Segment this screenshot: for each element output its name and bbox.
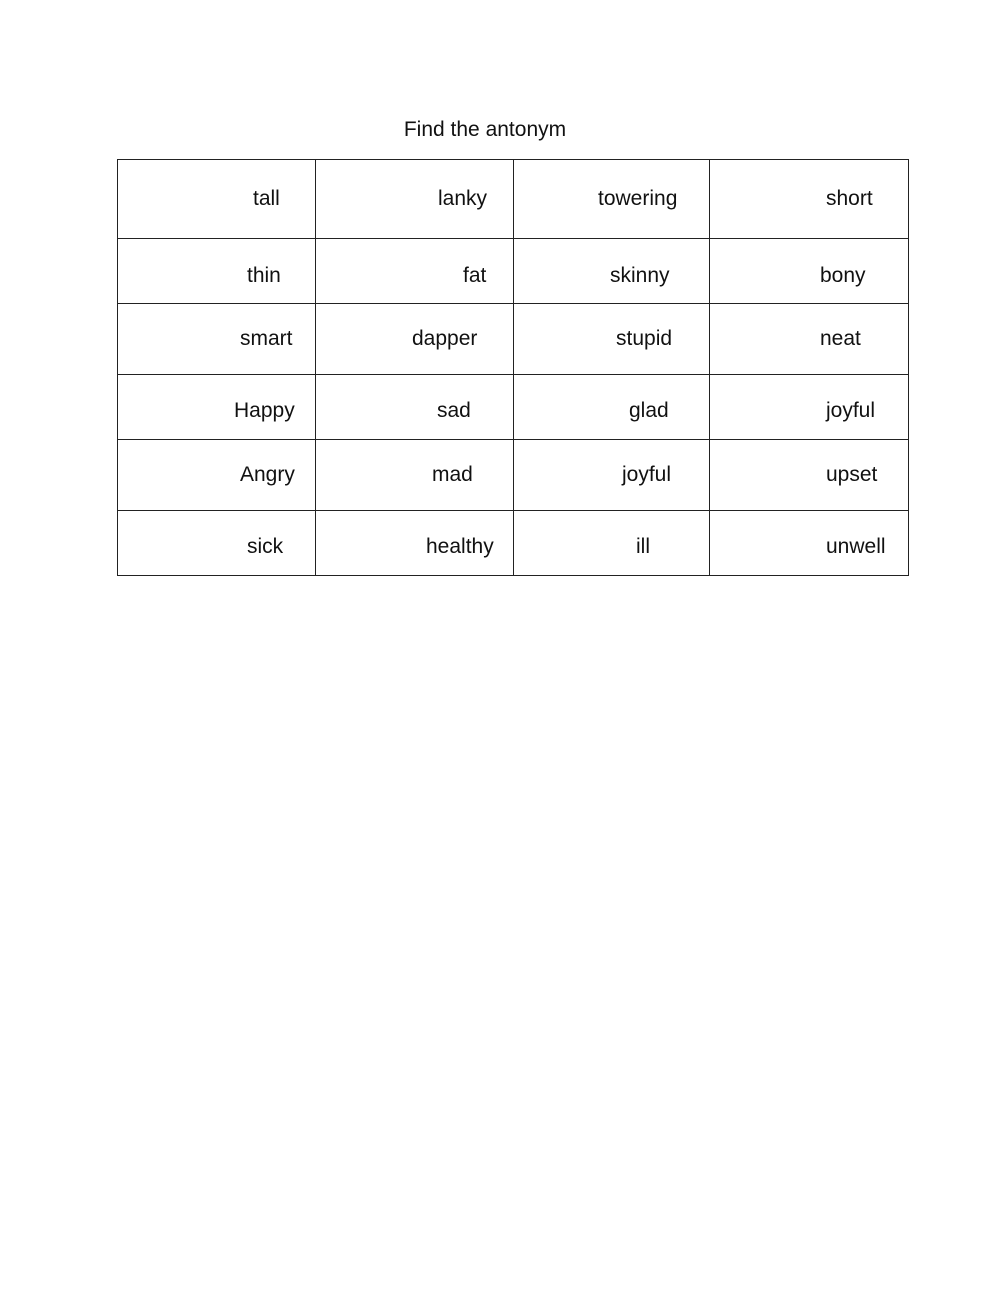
word-label: glad bbox=[629, 399, 669, 422]
word-label: Angry bbox=[240, 463, 295, 486]
word-label: short bbox=[826, 187, 873, 210]
word-cell[interactable] bbox=[316, 304, 514, 375]
word-cell[interactable] bbox=[316, 511, 514, 576]
word-label: healthy bbox=[426, 535, 494, 558]
word-label: tall bbox=[253, 187, 280, 210]
worksheet-title: Find the antonym bbox=[403, 118, 567, 141]
table-row bbox=[118, 440, 909, 511]
word-cell[interactable] bbox=[514, 304, 710, 375]
table-row bbox=[118, 511, 909, 576]
table-row bbox=[118, 160, 909, 239]
word-cell[interactable] bbox=[514, 239, 710, 304]
word-label: neat bbox=[820, 327, 861, 350]
word-cell[interactable] bbox=[514, 511, 710, 576]
word-cell[interactable] bbox=[316, 440, 514, 511]
word-label: sad bbox=[437, 399, 471, 422]
word-cell[interactable] bbox=[710, 511, 909, 576]
word-label: mad bbox=[432, 463, 473, 486]
word-cell[interactable] bbox=[710, 160, 909, 239]
word-cell[interactable] bbox=[514, 440, 710, 511]
word-label: fat bbox=[463, 264, 487, 287]
word-label: sick bbox=[247, 535, 284, 558]
word-cell[interactable] bbox=[118, 160, 316, 239]
word-label: dapper bbox=[412, 327, 478, 350]
word-cell[interactable] bbox=[514, 375, 710, 440]
word-cell[interactable] bbox=[710, 375, 909, 440]
word-cell[interactable] bbox=[316, 375, 514, 440]
word-label: unwell bbox=[826, 535, 886, 558]
word-label: towering bbox=[598, 187, 678, 210]
word-cell[interactable] bbox=[710, 239, 909, 304]
word-label: stupid bbox=[616, 327, 673, 350]
table-row bbox=[118, 375, 909, 440]
word-cell[interactable] bbox=[118, 239, 316, 304]
word-cell[interactable] bbox=[118, 375, 316, 440]
word-cell[interactable] bbox=[118, 304, 316, 375]
word-label: lanky bbox=[438, 187, 488, 210]
word-cell[interactable] bbox=[118, 511, 316, 576]
word-label: thin bbox=[247, 264, 281, 287]
word-label: upset bbox=[826, 463, 878, 486]
word-cell[interactable] bbox=[316, 160, 514, 239]
table-row bbox=[118, 239, 909, 304]
word-cell[interactable] bbox=[118, 440, 316, 511]
word-label: joyful bbox=[622, 463, 672, 486]
word-label: Happy bbox=[234, 399, 295, 422]
word-label: bony bbox=[820, 264, 866, 287]
antonym-table bbox=[117, 159, 909, 576]
word-cell[interactable] bbox=[514, 160, 710, 239]
word-cell[interactable] bbox=[710, 304, 909, 375]
word-label: skinny bbox=[610, 264, 670, 287]
word-label: smart bbox=[240, 327, 293, 350]
word-cell[interactable] bbox=[710, 440, 909, 511]
word-label: ill bbox=[636, 535, 650, 558]
table-row bbox=[118, 304, 909, 375]
word-cell[interactable] bbox=[316, 239, 514, 304]
word-label: joyful bbox=[826, 399, 876, 422]
